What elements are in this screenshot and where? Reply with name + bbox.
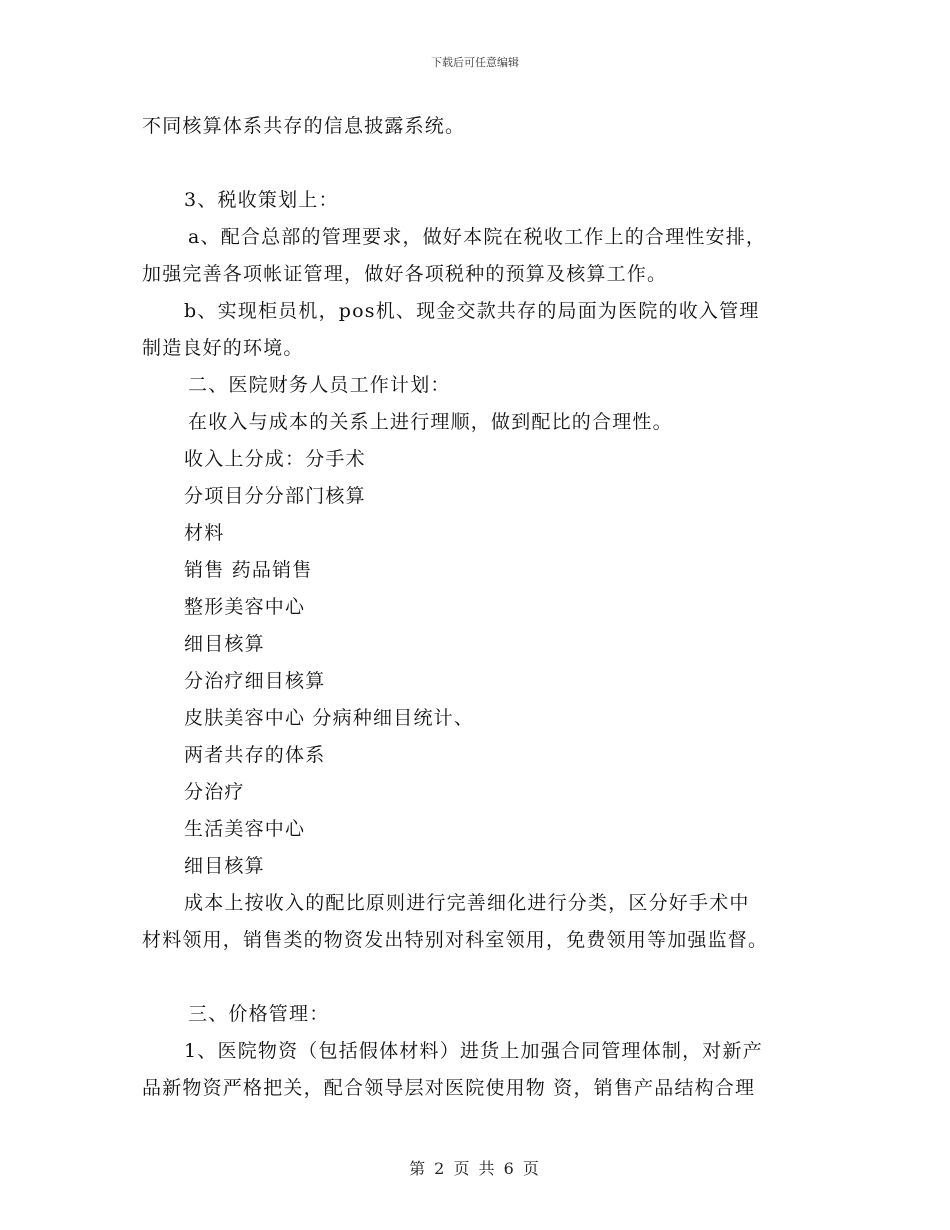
paragraph-line: 成本上按收入的配比原则进行完善细化进行分类，区分好手术中	[184, 892, 750, 914]
text-line: 不同核算体系共存的信息披露系统。	[142, 115, 466, 137]
page-number-footer: 第 2 页 共 6 页	[409, 1159, 541, 1178]
text-line: 细目核算	[184, 855, 265, 877]
paragraph-line: 材料领用，销售类的物资发出特别对科室领用，免费领用等加强监督。	[142, 929, 769, 951]
text-line: 细目核算	[184, 633, 265, 655]
paragraph-line: 制造良好的环境。	[142, 337, 304, 359]
text-line: 在收入与成本的关系上进行理顺，做到配比的合理性。	[188, 411, 673, 433]
text-line: 分项目分分部门核算	[184, 485, 366, 507]
text-line: 收入上分成：分手术	[184, 448, 366, 470]
paragraph-line: b、实现柜员机，pos机、现金交款共存的局面为医院的收入管理	[184, 300, 760, 322]
paragraph-line: 1、医院物资（包括假体材料）进货上加强合同管理体制，对新产	[184, 1040, 763, 1062]
paragraph-line: 品新物资严格把关，配合领导层对医院使用物 资，销售产品结构合理	[142, 1077, 756, 1099]
paragraph-line: 加强完善各项帐证管理，做好各项税种的预算及核算工作。	[142, 263, 668, 285]
page-header: 下载后可任意编辑	[431, 56, 519, 69]
text-line: 整形美容中心	[184, 596, 306, 618]
text-line: 分治疗细目核算	[184, 670, 326, 692]
section-heading: 二、医院财务人员工作计划：	[188, 374, 451, 396]
paragraph-line: a、配合总部的管理要求，做好本院在税收工作上的合理性安排，	[188, 226, 767, 248]
text-line: 销售 药品销售	[184, 559, 313, 581]
text-line: 两者共存的体系	[184, 744, 326, 766]
text-line: 生活美容中心	[184, 818, 306, 840]
document-body	[142, 108, 812, 1107]
section-heading: 三、价格管理：	[188, 1003, 330, 1025]
text-line: 材料	[184, 522, 225, 544]
text-line: 分治疗	[184, 781, 245, 803]
text-line: 皮肤美容中心 分病种细目统计、	[184, 707, 475, 729]
section-heading: 3、税收策划上：	[184, 189, 339, 211]
